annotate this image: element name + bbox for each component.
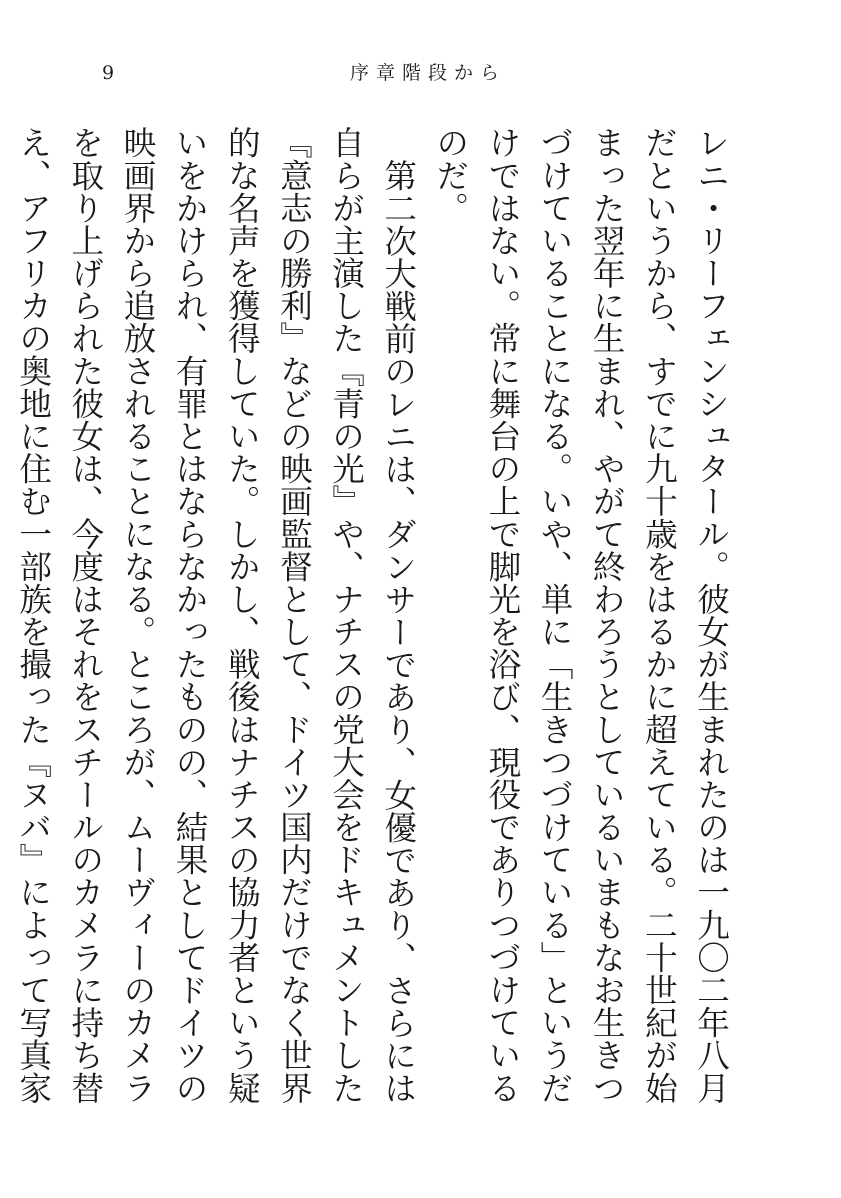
paragraph-1-text: レニ・リーフェンシュタール。彼女が生まれたのは一九〇二年八月だというから、すでに九十歳をはるかに超えている。二十世紀が始まった翌年に生まれ、やがて終わろうとしているいまもなお生きつづけていることになる。いや、単に「生きつづけている」というだけではない。常に舞台の上で脚光を浴び、現役でありつづけているのだ。 [431,126,730,1104]
body-text [14,126,737,1116]
paragraph-2 [0,126,424,1116]
paragraph-1 [424,126,737,1116]
page-number: 9 [102,62,115,84]
running-header: 序章階段から [350,62,507,84]
paragraph-2-part-1: 第二次大戦前のレニは、ダンサーであり、女優であり、さらには自らが主演した『青の光』や、ナチスの党大会をドキュメントした『意志の勝利』などの映画監督として、ドイツ国内だけでなく世界的な名声を獲得していた。しかし、戦後はナチスの協力者という疑いをかけられ、有罪とはならなかったものの、結果としてドイツの映画界から追放されることになる。ところが、ムーヴィーのカメラを取り上げられた彼女は、今度はそれをスチールのカメラに持ち替え、アフリカの奥地に住む一部族を撮った『ヌバ』によって写真家 [14,126,418,1104]
